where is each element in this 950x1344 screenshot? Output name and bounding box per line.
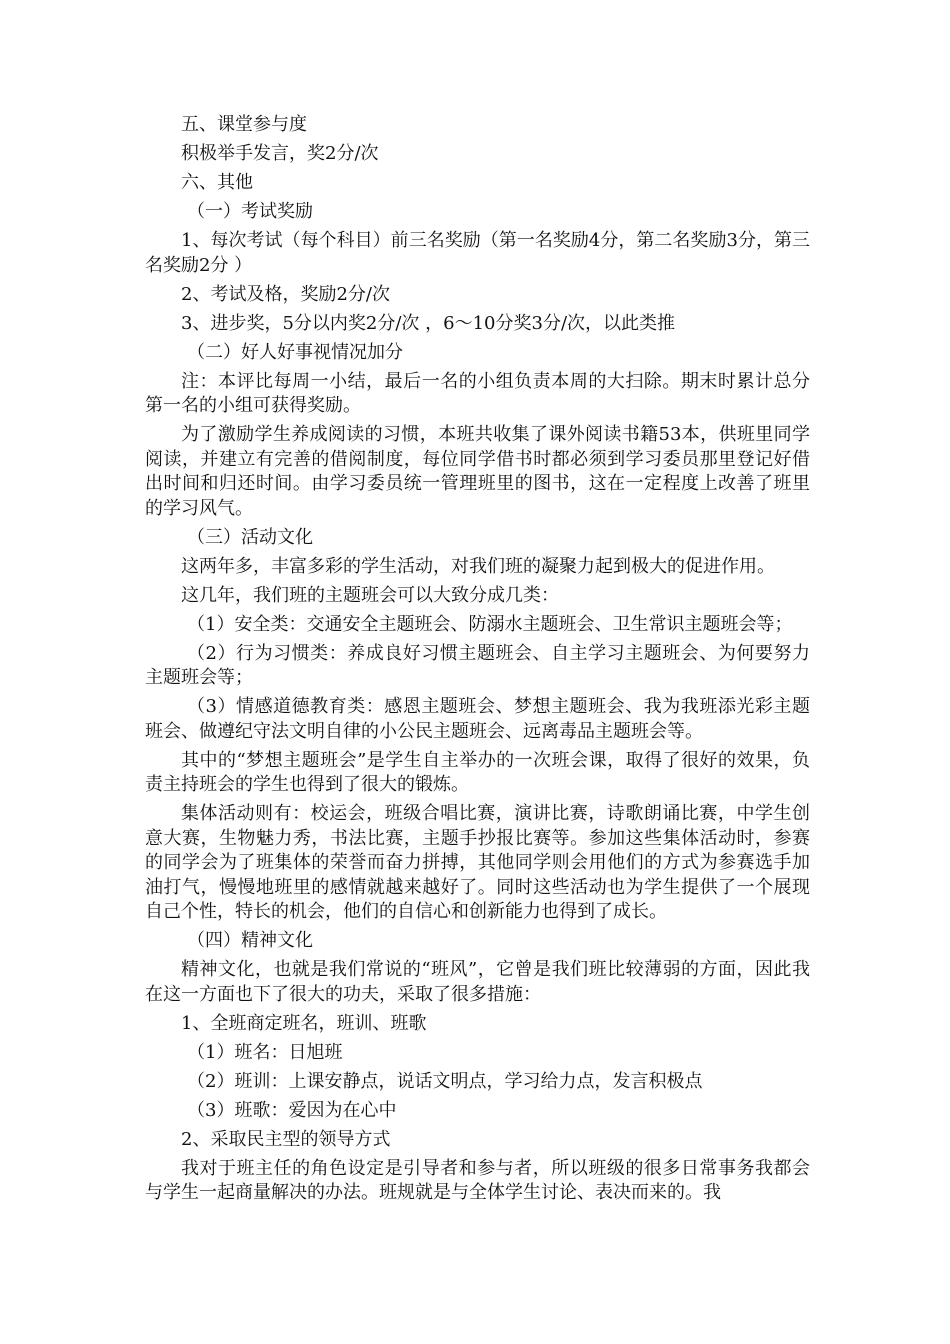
subsection-heading-activity-culture: （三）活动文化 [187,526,313,548]
list-item: （2）行为习惯类：养成良好习惯主题班会、自主学习主题班会、为何要努力主题班会等； [145,642,810,688]
list-item: （1）班名：日旭班 [187,1041,343,1063]
list-item: 2、考试及格，奖励2分/次 [181,283,390,305]
paragraph: 其中的“梦想主题班会”是学生自主举办的一次班会课，取得了很好的效果，负责主持班会的学生也得到了很大的锻炼。 [145,749,810,795]
list-item: 1、每次考试（每个科目）前三名奖励（第一名奖励4分，第二名奖励3分，第三名奖励2分 ） [145,230,810,276]
list-item: （3）情感道德教育类：感恩主题班会、梦想主题班会、我为我班添光彩主题班会、做遵纪守法文明自律的小公民主题班会、远离毒品主题班会等。 [145,696,810,742]
list-item: （1）安全类：交通安全主题班会、防溺水主题班会、卫生常识主题班会等； [187,613,793,635]
note-paragraph: 注：本评比每周一小结，最后一名的小组负责本周的大扫除。期末时累计总分第一名的小组可获得奖励。 [145,370,810,416]
paragraph: 这几年，我们班的主题班会可以大致分成几类： [181,584,559,606]
list-item: 3、进步奖，5分以内奖2分/次 ，6～10分奖3分/次，以此类推 [181,312,676,334]
paragraph: 我对于班主任的角色设定是引导者和参与者，所以班级的很多日常事务我都会与学生一起商量解决的办法。班规就是与全体学生讨论、表决而来的。我 [145,1157,810,1203]
subsection-heading-good-deeds: （二）好人好事视情况加分 [187,341,403,363]
paragraph: 这两年多，丰富多彩的学生活动，对我们班的凝聚力起到极大的促进作用。 [181,555,775,577]
subsection-heading-exam-rewards: （一）考试奖励 [187,201,313,222]
paragraph: 积极举手发言，奖2分/次 [181,143,379,164]
section-heading-classroom-participation: 五、课堂参与度 [181,114,307,135]
list-item: （2）班训：上课安静点，说话文明点，学习给力点，发言积极点 [187,1070,703,1092]
list-item: 2、采取民主型的领导方式 [181,1128,391,1150]
section-heading-other: 六、其他 [181,172,253,193]
list-item: 1、全班商定班名，班训、班歌 [181,1012,427,1034]
subsection-heading-spirit-culture: （四）精神文化 [187,930,313,951]
paragraph: 集体活动则有：校运会，班级合唱比赛，演讲比赛，诗歌朗诵比赛，中学生创意大赛，生物魅力秀，书法比赛，主题手抄报比赛等。参加这些集体活动时，参赛的同学会为了班集体的荣誉而奋力拼搏，其他同学则会用他们的方式为参赛选手加油打气，慢慢地班里的感情就越来越好了。同时这些活动也为学生提供了一个展现自己个性，特长的机会，他们的自信心和创新能力也得到了成长。 [145,803,810,922]
paragraph: 精神文化，也就是我们常说的“班风”，它曾是我们班比较薄弱的方面，因此我在这一方面也下了很大的功夫，采取了很多措施： [145,959,810,1005]
list-item: （3）班歌：爱因为在心中 [187,1099,397,1121]
paragraph: 为了激励学生养成阅读的习惯，本班共收集了课外阅读书籍53本，供班里同学阅读，并建立有完善的借阅制度，每位同学借书时都必须到学习委员那里登记好借出时间和归还时间。由学习委员统一管理班里的图书，这在一定程度上改善了班里的学习风气。 [145,424,810,519]
document-body [145,113,810,1210]
